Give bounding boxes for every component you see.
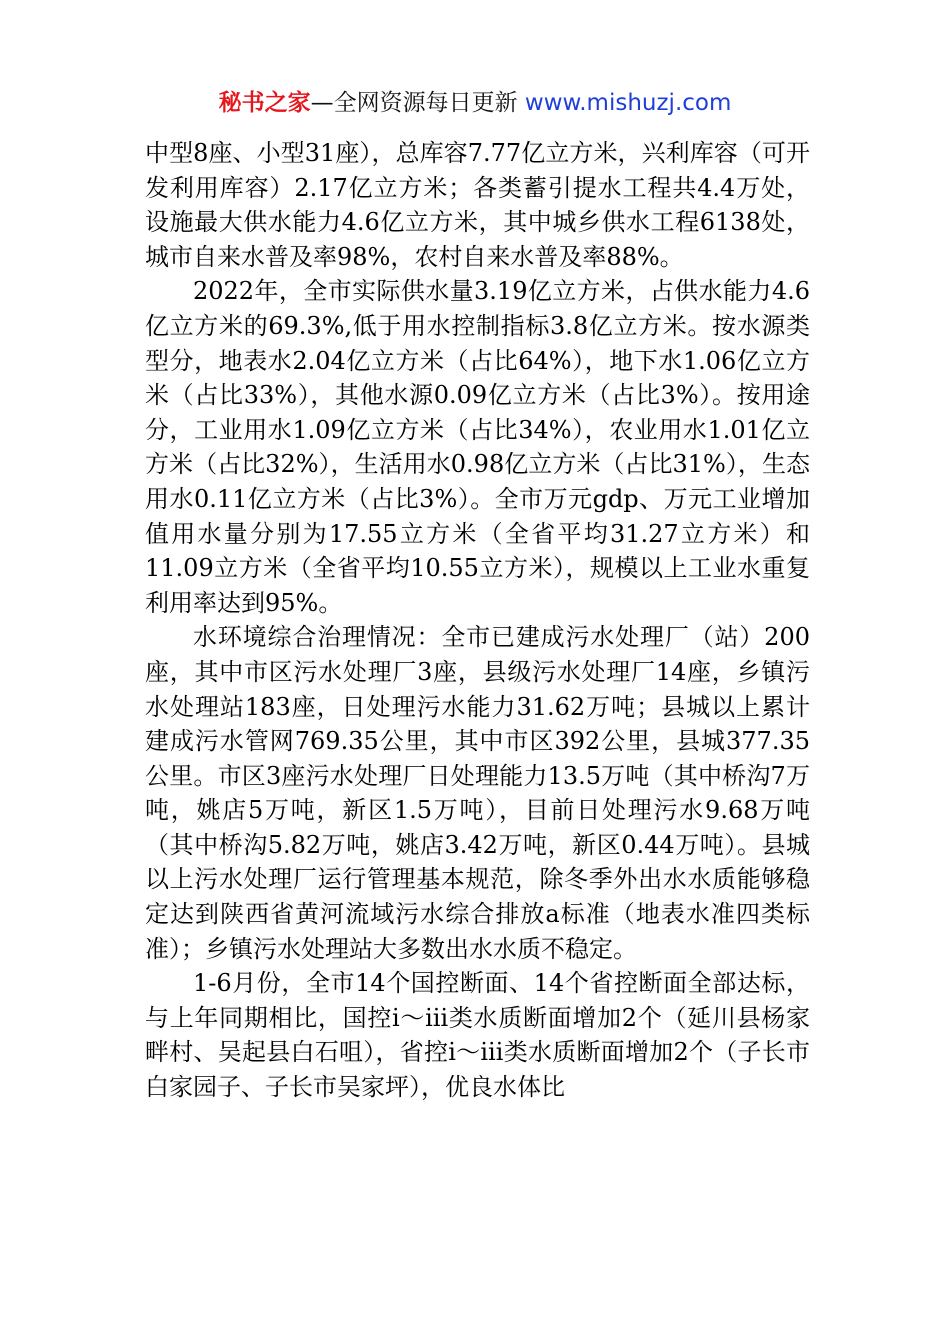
header-tagline: —全网资源每日更新 bbox=[310, 90, 525, 116]
paragraph-reservoir-capacity: 中型8座、小型31座），总库容7.77亿立方米，兴利库容（可开发利用库容）2.17亿立方米；各类蓄引提水工程共4.4万处，设施最大供水能力4.6亿立方米，其中城乡供水工程6138处，城市自来水普及率98%，农村自来水普及率88%。 bbox=[145, 139, 810, 271]
brand-name: 秘书之家 bbox=[218, 90, 311, 116]
paragraph-water-supply-2022: 2022年，全市实际供水量3.19亿立方米，占供水能力4.6亿立方米的69.3%,低于用水控制指标3.8亿立方米。按水源类型分，地表水2.04亿立方米（占比64%），地下水1.06亿立方米（占比33%），其他水源0.09亿立方米（占比3%）。按用途分，工业用水1.09亿立方米（占比34%），农业用水1.01亿立方米（占比32%），生活用水0.98亿立方米（占比31%），生态用水0.11亿立方米（占比3%）。全市万元gdp、万元工业增加值用水量分别为17.55立方米（全省平均31.27立方米）和11.09立方米（全省平均10.55立方米），规模以上工业水重复利用率达到95%。 bbox=[145, 277, 810, 617]
paragraph-water-quality-sections: 1-6月份，全市14个国控断面、14个省控断面全部达标，与上年同期相比，国控ⅰ～ⅲ类水质断面增加2个（延川县杨家畔村、吴起县白石咀），省控ⅰ～ⅲ类水质断面增加2个（子长市白家园子、子长市吴家坪），优良水体比 bbox=[145, 969, 810, 1102]
paragraph-sewage-treatment: 水环境综合治理情况：全市已建成污水处理厂（站）200座，其中市区污水处理厂3座，县级污水处理厂14座，乡镇污水处理站183座，日处理污水能力31.62万吨；县城以上累计建成污水管网769.35公里，其中市区392公里，县城377.35公里。市区3座污水处理厂日处理能力13.5万吨（其中桥沟7万吨，姚店5万吨，新区1.5万吨），目前日处理污水9.68万吨（其中桥沟5.82万吨，姚店3.42万吨，新区0.44万吨）。县城以上污水处理厂运行管理基本规范，除冬季外出水水质能够稳定达到陕西省黄河流域污水综合排放a标准（地表水准四类标准）；乡镇污水处理站大多数出水水质不稳定。 bbox=[145, 623, 810, 963]
page-header bbox=[0, 86, 950, 120]
document-body bbox=[145, 136, 810, 1105]
header-url-link[interactable]: www.mishuzj.com bbox=[524, 90, 732, 116]
